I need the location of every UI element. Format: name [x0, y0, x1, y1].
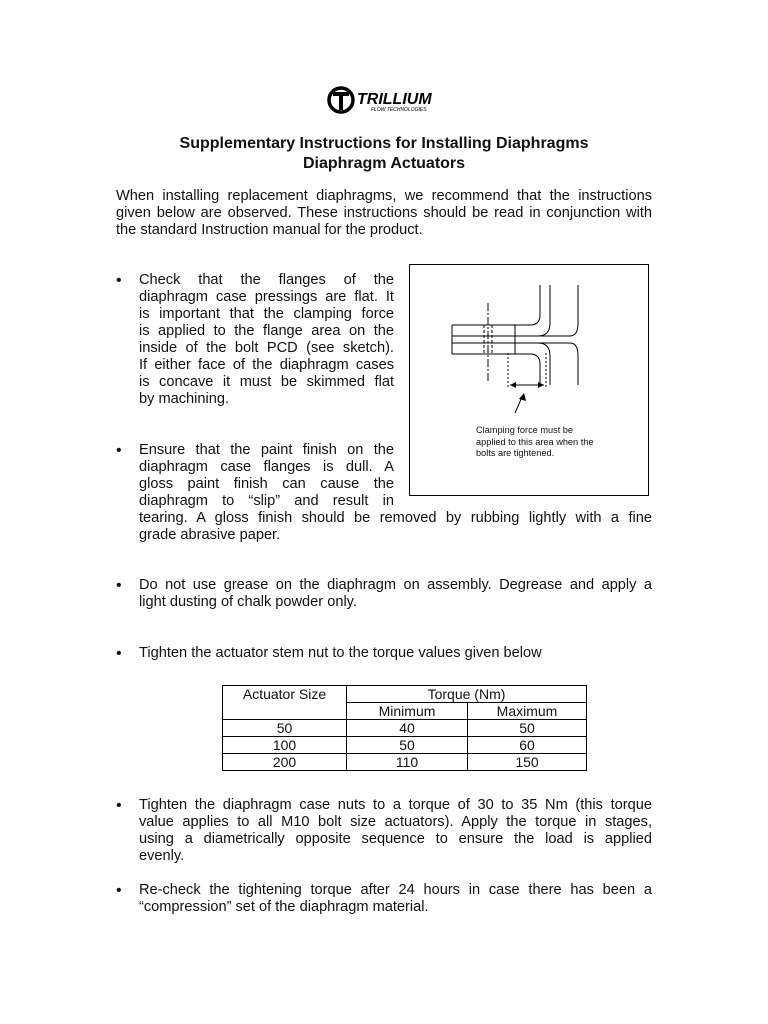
- table-row: [223, 754, 587, 771]
- table-header-cell: Maximum: [468, 703, 587, 720]
- flange-cross-section-drawing: [410, 265, 650, 497]
- table-row: [223, 720, 587, 737]
- table-header-cell: Actuator Size: [223, 686, 347, 720]
- logo-subtext: FLOW TECHNOLOGIES: [371, 107, 427, 113]
- table-cell: 50: [223, 720, 347, 737]
- bullet-marker: •: [116, 272, 122, 289]
- table-cell: 40: [347, 720, 468, 737]
- table-cell: 150: [468, 754, 587, 771]
- bullet-stem-nut: Tighten the actuator stem nut to the torque values given below: [139, 645, 542, 661]
- bullet-marker: •: [116, 797, 122, 814]
- sketch-caption: Clamping force must be applied to this area when the bolts are tightened.: [476, 425, 594, 458]
- bullet-paint-finish-continued: tearing. A gloss finish should be removed by rubbing lightly with a fine grade abrasive paper.: [139, 510, 652, 543]
- table-cell: 50: [468, 720, 587, 737]
- bullet-paint-finish: Ensure that the paint finish on the diaphragm case flanges is dull. A gloss paint finish can cause the diaphragm to “slip” and result in: [139, 442, 394, 509]
- table-cell: 100: [223, 737, 347, 754]
- bullet-marker: •: [116, 442, 122, 459]
- logo-text: TRILLIUM: [357, 91, 432, 108]
- bullet-marker: •: [116, 577, 122, 594]
- table-row: [223, 737, 587, 754]
- bullet-no-grease: Do not use grease on the diaphragm on assembly. Degrease and apply a light dusting of chalk powder only.: [139, 577, 652, 610]
- document-subtitle: Diaphragm Actuators: [302, 155, 466, 172]
- table-header-cell: Minimum: [347, 703, 468, 720]
- flange-sketch: [409, 264, 649, 496]
- table-cell: 60: [468, 737, 587, 754]
- bullet-marker: •: [116, 645, 122, 662]
- table-header-row: [223, 686, 587, 703]
- table-cell: 200: [223, 754, 347, 771]
- table-cell: 110: [347, 754, 468, 771]
- trillium-logo: [327, 84, 447, 116]
- intro-paragraph: When installing replacement diaphragms, we recommend that the instructions given below are observed. These instructions should be read in conjunction with the standard Instruction manual for the product.: [116, 188, 652, 238]
- bullet-case-nuts: Tighten the diaphragm case nuts to a torque of 30 to 35 Nm (this torque value applies to all M10 bolt size actuators). Apply the torque in stages, using a diametrically opposite sequence to ensure the load is applied evenly.: [139, 797, 652, 864]
- bullet-check-flanges: Check that the flanges of the diaphragm case pressings are flat. It is important that the clamping force is applied to the flange area on the inside of the bolt PCD (see sketch). If either face of the diaphragm cases is concave it must be skimmed flat by machining.: [139, 272, 394, 407]
- table-header-cell: Torque (Nm): [347, 686, 587, 703]
- document-title: Supplementary Instructions for Installing Diaphragms: [179, 135, 589, 152]
- bullet-recheck-torque: Re-check the tightening torque after 24 hours in case there has been a “compression” set of the diaphragm material.: [139, 882, 652, 915]
- bullet-marker: •: [116, 882, 122, 899]
- torque-table: [222, 685, 587, 771]
- table-cell: 50: [347, 737, 468, 754]
